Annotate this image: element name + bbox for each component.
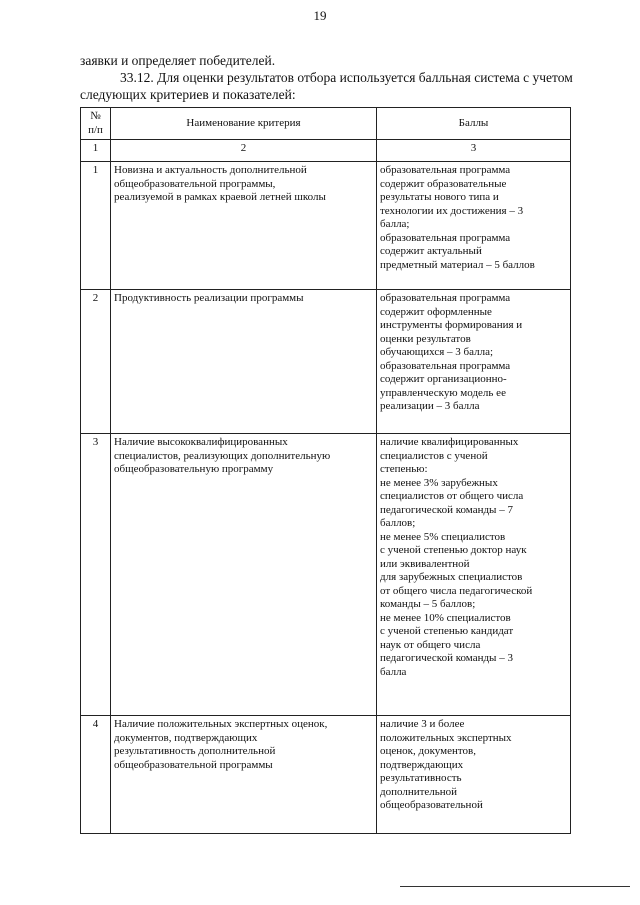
header-criterion: Наименование критерия (111, 108, 377, 140)
intro-text (80, 52, 580, 103)
table-header-row (81, 108, 571, 140)
column-number: 1 (81, 140, 111, 162)
row-criterion: Новизна и актуальность дополнительной общеобразовательной программы, реализуемой в рамках краевой летней школы (111, 162, 377, 290)
criteria-table (80, 107, 571, 834)
row-num: 2 (81, 290, 111, 434)
intro-line-2: 33.12. Для оценки результатов отбора используется балльная система с учетом следующих критериев и показателей: (80, 70, 573, 102)
table-row (81, 434, 571, 716)
row-num: 4 (81, 716, 111, 834)
table-row (81, 716, 571, 834)
table-row (81, 162, 571, 290)
table-row (81, 290, 571, 434)
row-points: наличие квалифицированных специалистов с ученой степенью: не менее 3% зарубежных специалистов от общего числа педагогической команды – 7 баллов; не менее 5% специалистов с ученой степенью доктор наук или эквивалентной для зарубежных специалистов от общего числа педагогической команды – 5 баллов; не менее 10% специалистов с ученой степенью кандидат наук от общего числа педагогической команды – 3 балла (377, 434, 571, 716)
row-num: 3 (81, 434, 111, 716)
column-number: 3 (377, 140, 571, 162)
row-num: 1 (81, 162, 111, 290)
intro-line-1: заявки и определяет победителей. (80, 53, 276, 68)
header-points: Баллы (377, 108, 571, 140)
row-points: образовательная программа содержит образовательные результаты нового типа и технологии их достижения – 3 балла; образовательная программа содержит актуальный предметный материал – 5 баллов (377, 162, 571, 290)
row-criterion: Продуктивность реализации программы (111, 290, 377, 434)
row-criterion: Наличие положительных экспертных оценок, документов, подтверждающих результативность дополнительной общеобразовательной программы (111, 716, 377, 834)
header-num: № п/п (81, 108, 111, 140)
row-points: образовательная программа содержит оформленные инструменты формирования и оценки результатов обучающихся – 3 балла; образовательная программа содержит организационно- управленческую модель ее реализации – 3 балла (377, 290, 571, 434)
row-criterion: Наличие высококвалифицированных специалистов, реализующих дополнительную общеобразовательную программу (111, 434, 377, 716)
page-number: 19 (313, 8, 327, 23)
column-number: 2 (111, 140, 377, 162)
column-numbers-row (81, 140, 571, 162)
row-points: наличие 3 и более положительных экспертных оценок, документов, подтверждающих результативность дополнительной общеобразовательной (377, 716, 571, 834)
page-divider (400, 886, 630, 887)
